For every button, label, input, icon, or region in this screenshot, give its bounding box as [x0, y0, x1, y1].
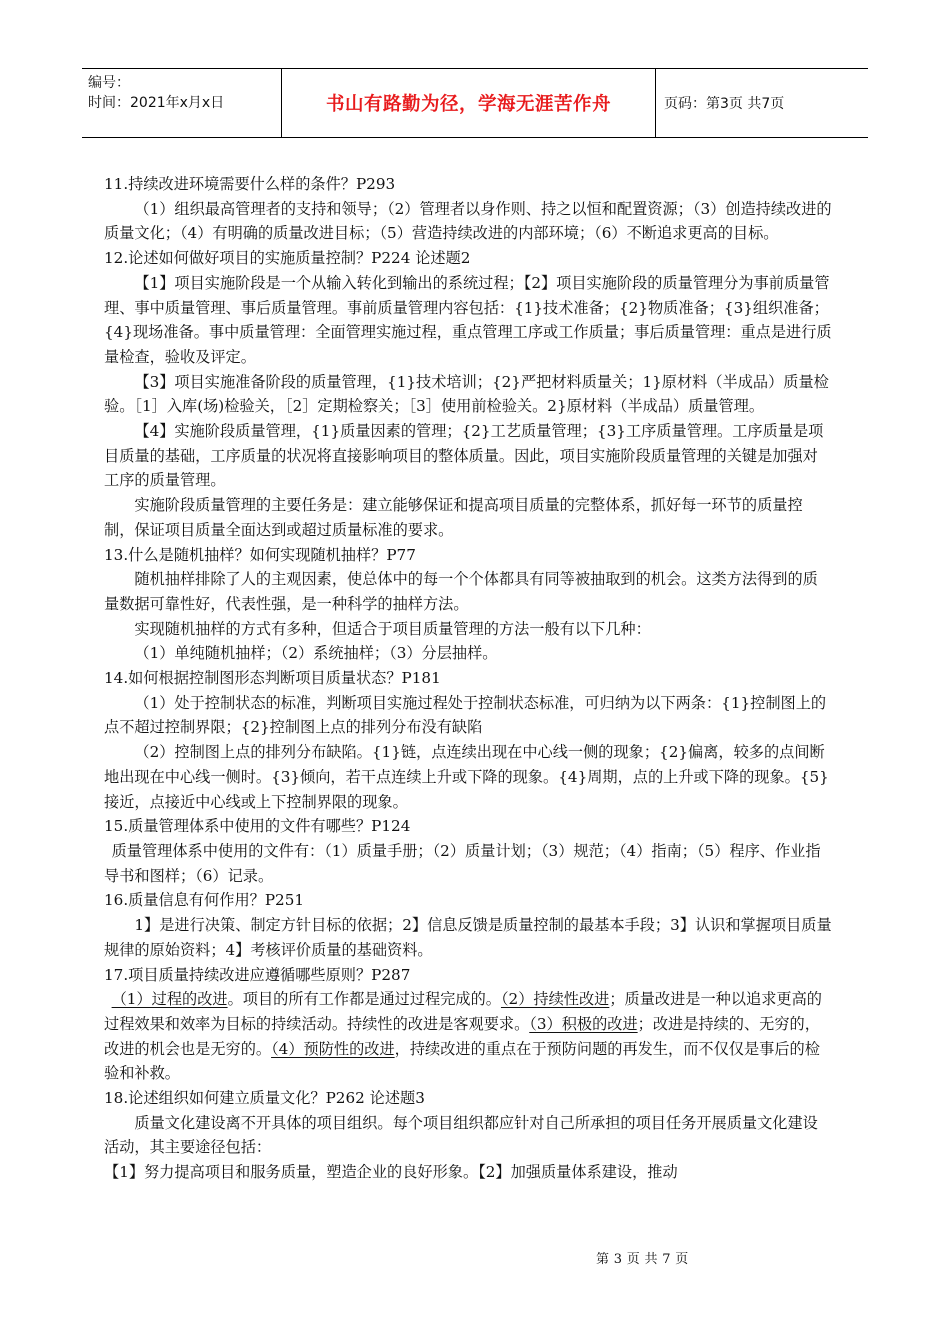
answer-paragraph: 【1】努力提高项目和服务质量，塑造企业的良好形象。【2】加强质量体系建设，推动 — [104, 1163, 678, 1182]
question-heading: 11.持续改进环境需要什么样的条件？P293 — [104, 175, 396, 193]
answer-paragraph: 实现随机抽样的方式有多种，但适合于项目质量管理的方法一般有以下几种： — [134, 619, 651, 638]
question-heading: 14.如何根据控制图形态判断项目质量状态？P181 — [104, 669, 441, 688]
header-page-info: 页码：第3页 共7页 — [664, 96, 785, 112]
principle-title: （2）持续性改进 — [500, 990, 610, 1009]
answer-paragraph: 实施阶段质量管理的主要任务是：建立能够保证和提高项目质量的完整体系，抓好每一环节的质量控制，保证项目质量全面达到或超过质量标准的要求。 — [104, 496, 803, 539]
document-body — [104, 172, 832, 1185]
answer-paragraph: 随机抽样排除了人的主观因素，使总体中的每一个个体都具有同等被抽取到的机会。这类方法得到的质量数据可靠性好，代表性强，是一种科学的抽样方法。 — [104, 570, 818, 613]
page-footer: 第 3 页 共 7 页 — [596, 1252, 689, 1267]
document-header — [82, 68, 868, 138]
document-number-label: 编号： — [88, 75, 130, 91]
principles-paragraph — [104, 987, 832, 1086]
question-heading: 12.论述如何做好项目的实施质量控制？P224 论述题2 — [104, 249, 471, 268]
principle-title: （4）预防性的改进 — [271, 1039, 395, 1058]
answer-paragraph: （1）单纯随机抽样；（2）系统抽样；（3）分层抽样。 — [134, 644, 498, 663]
document-time-label: 时间：2021年x月x日 — [88, 95, 225, 111]
principle-text: ，持续改进的重点在于预防问题的再发生，而不仅仅是事后的检验和补救。 — [104, 1039, 820, 1083]
question-heading: 15.质量管理体系中使用的文件有哪些？P124 — [104, 817, 411, 836]
answer-paragraph: （1）处于控制状态的标准，判断项目实施过程处于控制状态标准，可归纳为以下两条：{1}控制图上的点不超过控制界限；{2}控制图上点的排列分布没有缺陷 — [104, 693, 827, 737]
answer-paragraph: 【1】项目实施阶段是一个从输入转化到输出的系统过程；【2】项目实施阶段的质量管理分为事前质量管理、事中质量管理、事后质量管理。事前质量管理内容包括：{1}技术准备；{2}物质准备；{3}组织准备；{4}现场准备。事中质量管理：全面管理实施过程，重点管理工序或工作质量；事后质量管理：重点是进行质量检查，验收及评定。 — [104, 273, 832, 366]
header-motto-cell — [282, 69, 656, 137]
answer-paragraph: 质量文化建设离不开具体的项目组织。每个项目组织都应针对自己所承担的项目任务开展质量文化建设活动，其主要途径包括： — [104, 1113, 818, 1157]
header-motto: 书山有路勤为径，学海无涯苦作舟 — [325, 94, 611, 115]
answer-paragraph: 【4】实施阶段质量管理，{1}质量因素的管理；{2}工艺质量管理；{3}工序质量管理。工序质量是项目质量的基础，工序质量的状况将直接影响项目的整体质量。因此，项目实施阶段质量管理的关键是加强对工序的质量管理。 — [104, 422, 824, 490]
question-heading: 18.论述组织如何建立质量文化？P262 论述题3 — [104, 1089, 425, 1108]
answer-paragraph: 【3】项目实施准备阶段的质量管理，{1}技术培训；{2}严把材料质量关；1}原材料（半成品）质量检验。［1］入库(场)检验关，［2］定期检察关；［3］使用前检验关。2}原材料（半成品）质量管理。 — [104, 372, 829, 416]
principle-text: ；质量改进是一种以追求更高的过程效果和效率为目标的持续活动。持续性的改进是客观要求。 — [104, 990, 822, 1033]
principle-text: 。项目的所有工作都是通过过程完成的。 — [227, 990, 501, 1009]
answer-paragraph: （1）组织最高管理者的支持和领导；（2）管理者以身作则、持之以恒和配置资源；（3）创造持续改进的质量文化；（4）有明确的质量改进目标；（5）营造持续改进的内部环境；（6）不断追求更高的目标。 — [104, 199, 832, 243]
principle-title: （1）过程的改进 — [111, 990, 228, 1009]
answer-paragraph: 1】是进行决策、制定方针目标的依据；2】信息反馈是质量控制的最基本手段；3】认识和掌握项目质量规律的原始资料；4】考核评价质量的基础资料。 — [104, 916, 832, 959]
header-meta — [82, 69, 282, 137]
answer-paragraph: 质量管理体系中使用的文件有：（1）质量手册；（2）质量计划；（3）规范；（4）指南；（5）程序、作业指导书和图样；（6）记录。 — [104, 841, 821, 885]
principle-text: ；改进是持续的、无穷的，改进的机会也是无穷的。 — [104, 1014, 820, 1058]
principle-title: （3）积极的改进 — [529, 1014, 638, 1033]
question-heading: 17.项目质量持续改进应遵循哪些原则？P287 — [104, 965, 411, 984]
question-heading: 13.什么是随机抽样？如何实现随机抽样？P77 — [104, 545, 416, 564]
answer-paragraph: （2）控制图上点的排列分布缺陷。{1}链，点连续出现在中心线一侧的现象；{2}偏离，较多的点间断地出现在中心线一侧时。{3}倾向，若干点连续上升或下降的现象。{4}周期，点的上升或下降的现象。{5}接近，点接近中心线或上下控制界限的现象。 — [104, 743, 829, 811]
question-heading: 16.质量信息有何作用？P251 — [104, 891, 305, 910]
